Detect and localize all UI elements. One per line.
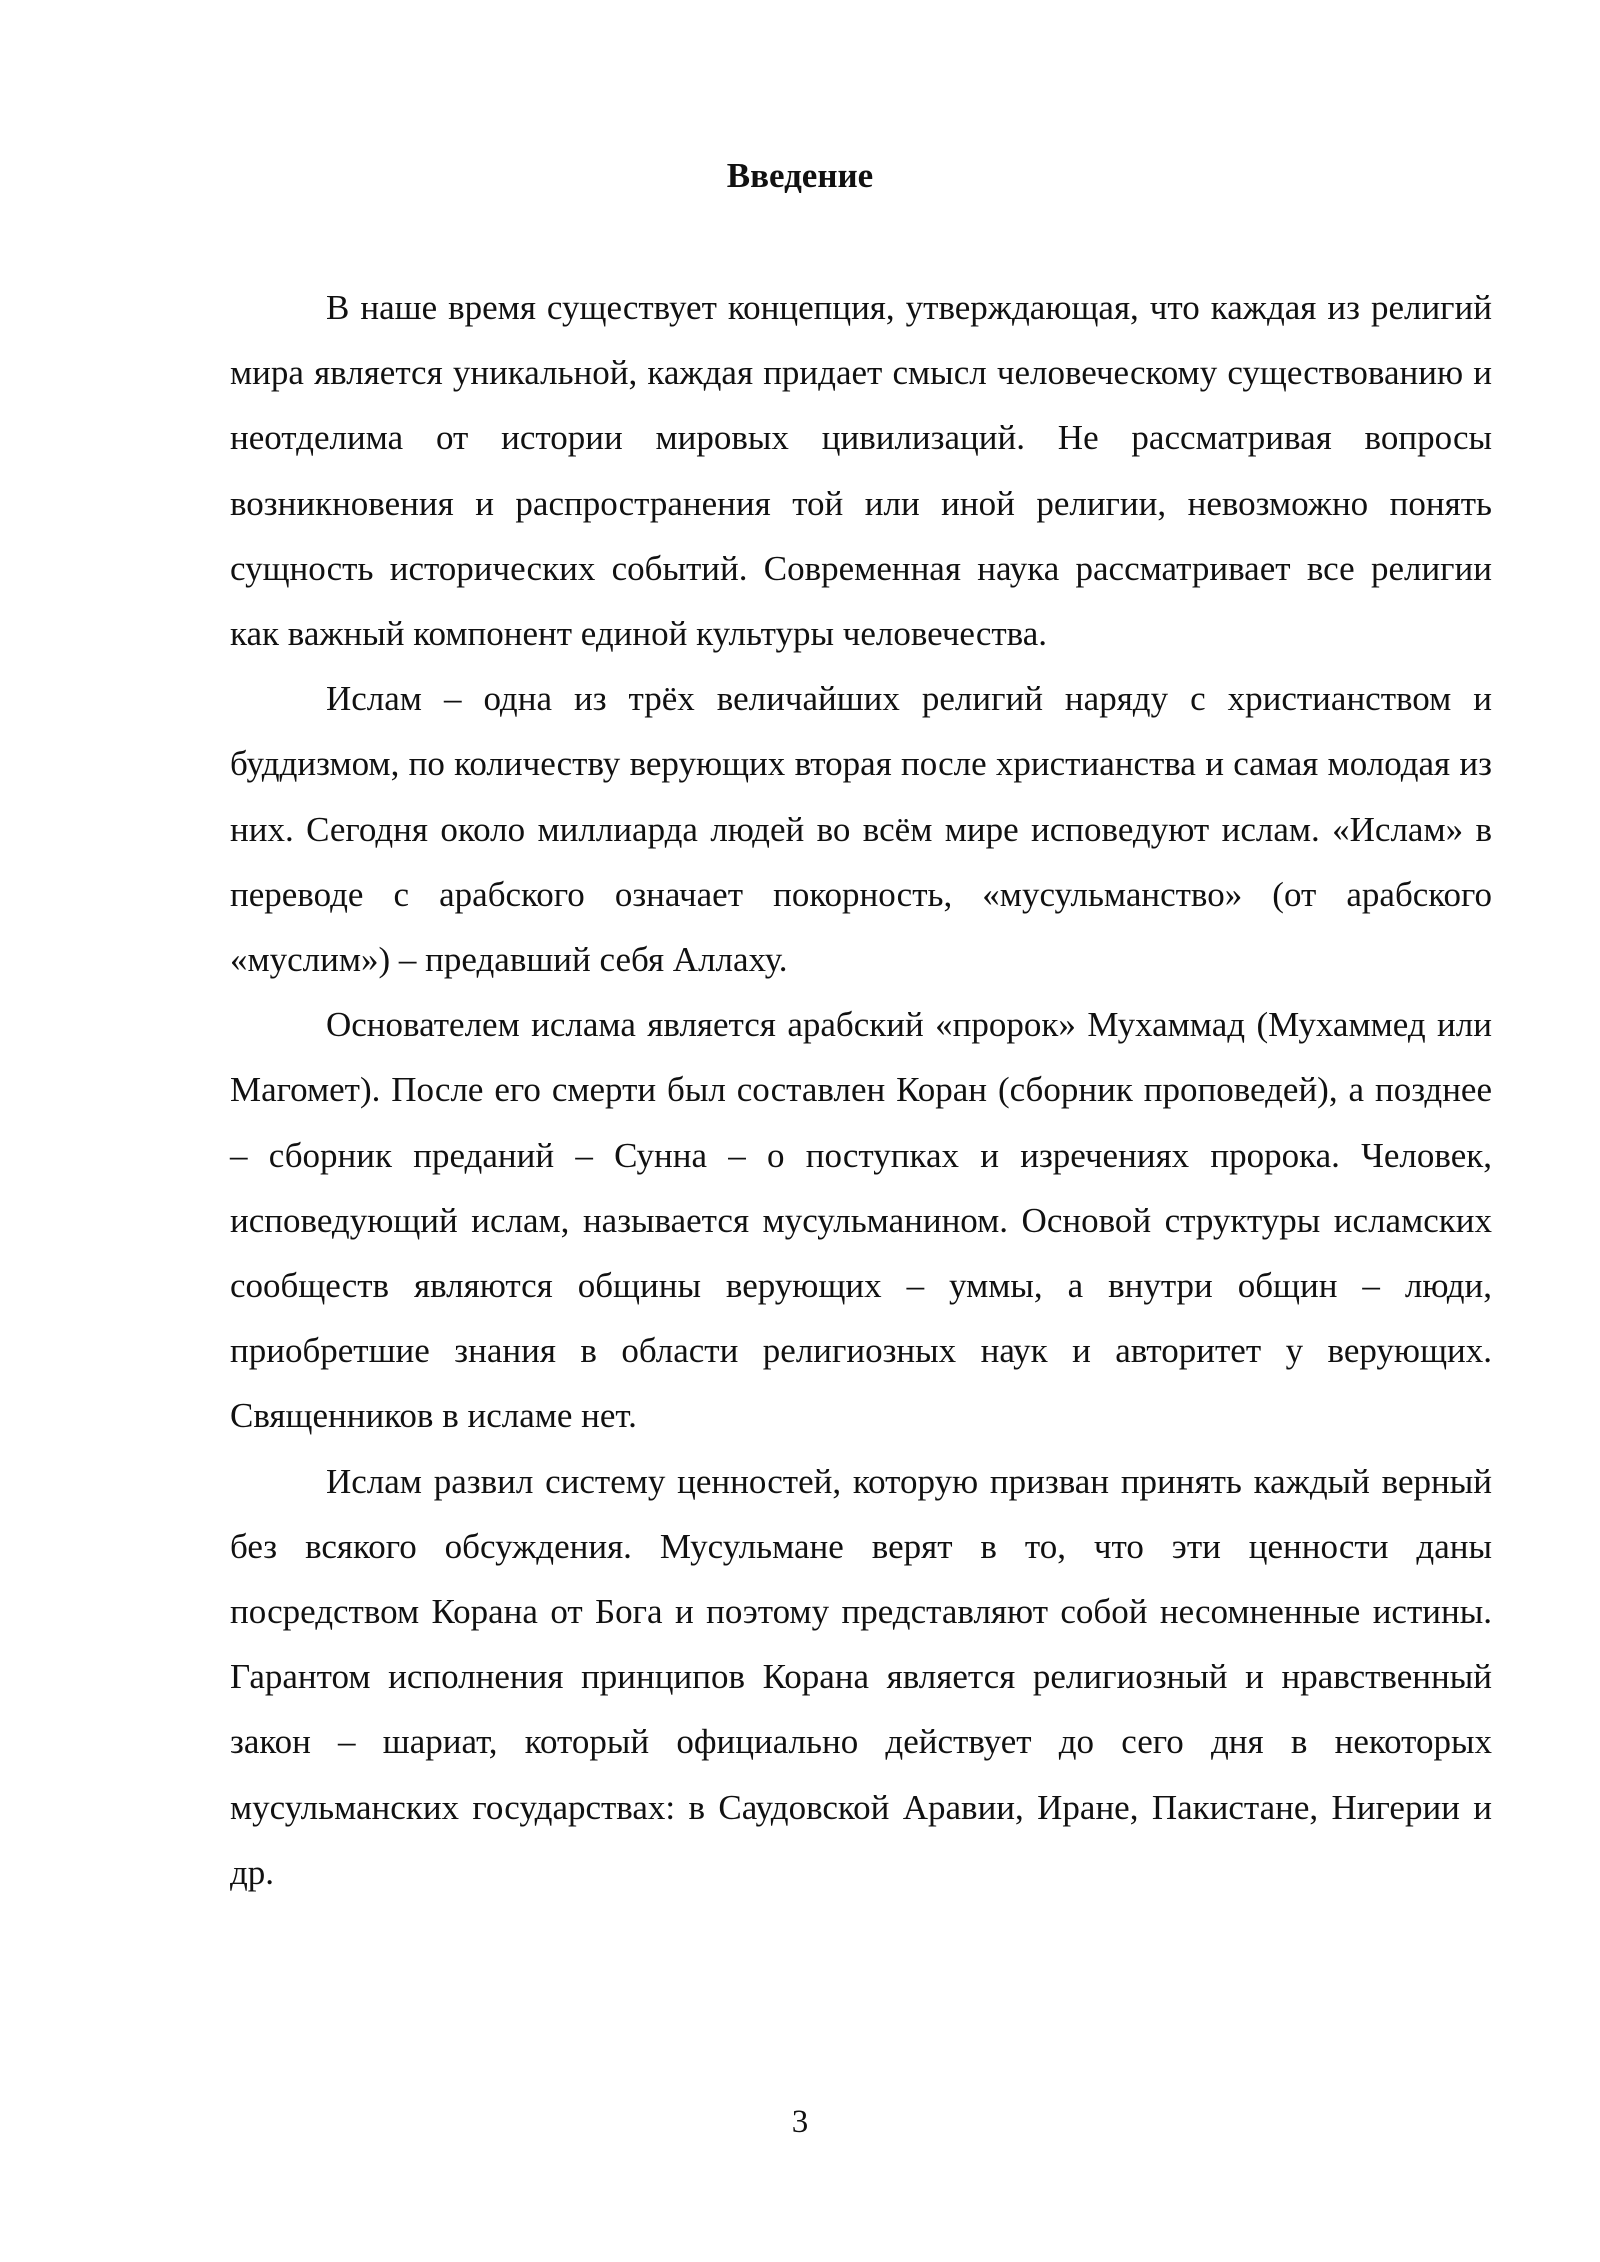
paragraph-1: В наше время существует концепция, утверждающая, что каждая из религий мира является уникальной, каждая придает смысл человеческому существованию и неотделима от истории мировых цивилизаций. Не рассматривая вопросы возникновения и распространения той или иной религии, невозможно понять сущность исторических событий. Современная наука рассматривает все религии как важный компонент единой культуры человечества. [230,288,1492,654]
paragraph-2: Ислам – одна из трёх величайших религий наряду с христианством и буддизмом, по количеству верующих вторая после христианства и самая молодая из них. Сегодня около миллиарда людей во всём мире исповедуют ислам. «Ислам» в переводе с арабского означает покорность, «мусульманство» (от арабского «муслим») – предавший себя Аллаху. [230,679,1492,980]
page-number: 3 [791,2104,809,2140]
page-title: Введение [726,156,874,195]
paragraph-3: Основателем ислама является арабский «пророк» Мухаммад (Мухаммед или Магомет). После его смерти был составлен Коран (сборник проповедей), а позднее – сборник преданий – Сунна – о поступках и изречениях пророка. Человек, исповедующий ислам, называется мусульманином. Основой структуры исламских сообществ являются общины верующих – уммы, а внутри общин – люди, приобретшие знания в области религиозных наук и авторитет у верующих. Священников в исламе нет. [230,1005,1492,1436]
paragraph-4: Ислам развил систему ценностей, которую призван принять каждый верный без всякого обсуждения. Мусульмане верят в то, что эти ценности даны посредством Корана от Бога и поэтому представляют собой несомненные истины. Гарантом исполнения принципов Корана является религиозный и нравственный закон – шариат, который официально действует до сего дня в некоторых мусульманских государствах: в Саудовской Аравии, Иране, Пакистане, Нигерии и др. [230,1461,1492,1892]
body-text [230,275,1492,1905]
